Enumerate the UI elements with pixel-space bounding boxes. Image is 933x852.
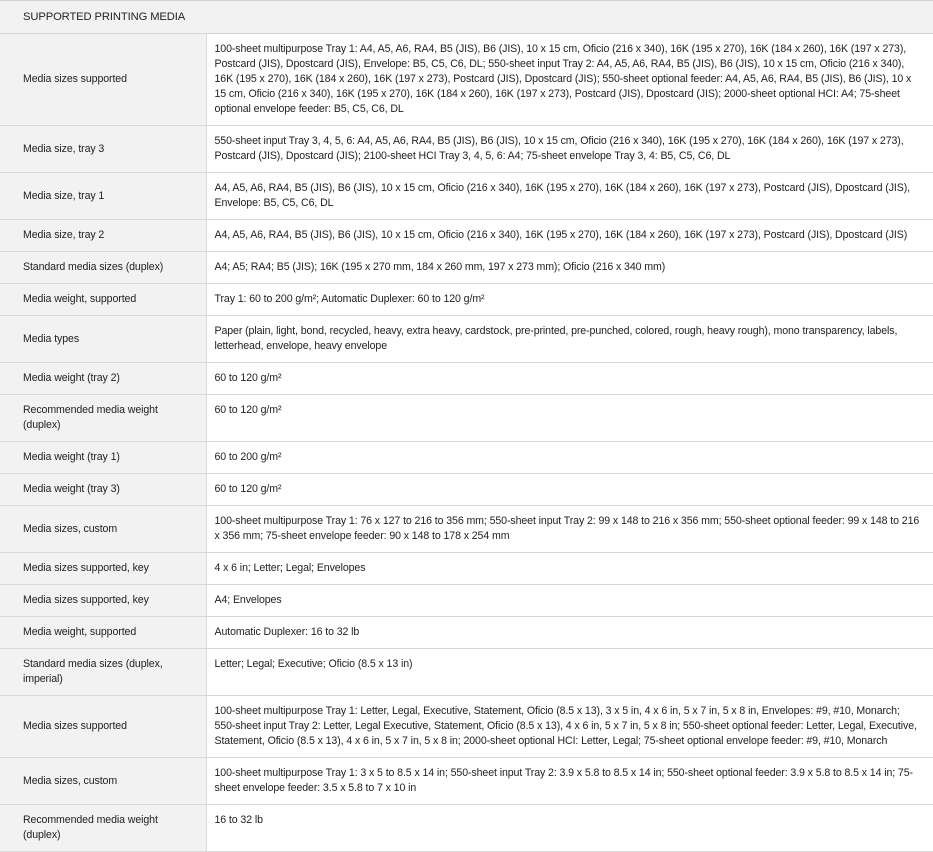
- spec-label: Media sizes, custom: [0, 506, 206, 553]
- spec-row: [0, 363, 933, 395]
- spec-label: Recommended media weight (duplex): [0, 395, 206, 442]
- spec-value: A4, A5, A6, RA4, B5 (JIS), B6 (JIS), 10 x 15 cm, Oficio (216 x 340), 16K (195 x 270), 16K (184 x 260), 16K (197 x 273), Postcard (JIS), Dpostcard (JIS): [206, 220, 933, 252]
- spec-value: 60 to 200 g/m²: [206, 442, 933, 474]
- spec-label: Media weight, supported: [0, 284, 206, 316]
- spec-label: Media sizes supported, key: [0, 553, 206, 585]
- spec-row: [0, 442, 933, 474]
- spec-row: [0, 220, 933, 252]
- spec-label: Media size, tray 1: [0, 173, 206, 220]
- spec-label: Media size, tray 3: [0, 126, 206, 173]
- spec-rows: [0, 34, 933, 852]
- spec-label: Media types: [0, 316, 206, 363]
- spec-value: 100-sheet multipurpose Tray 1: 3 x 5 to 8.5 x 14 in; 550-sheet input Tray 2: 3.9 x 5.8 to 8.5 x 14 in; 550-sheet optional feeder: 3.9 x 5.8 to 8.5 x 14 in; 75-sheet envelope feeder: 3.5 x 5.8 to 7 x 10 in: [206, 758, 933, 805]
- spec-row: [0, 506, 933, 553]
- section-title: SUPPORTED PRINTING MEDIA: [0, 1, 933, 34]
- section-header-row: [0, 1, 933, 34]
- spec-row: [0, 553, 933, 585]
- spec-row: [0, 758, 933, 805]
- spec-row: [0, 649, 933, 696]
- spec-label: Media size, tray 2: [0, 220, 206, 252]
- spec-row: [0, 585, 933, 617]
- spec-row: [0, 617, 933, 649]
- spec-value: A4, A5, A6, RA4, B5 (JIS), B6 (JIS), 10 x 15 cm, Oficio (216 x 340), 16K (195 x 270), 16K (184 x 260), 16K (197 x 273), Postcard (JIS), Dpostcard (JIS), Envelope: B5, C5, C6, DL: [206, 173, 933, 220]
- spec-row: [0, 474, 933, 506]
- spec-value: 60 to 120 g/m²: [206, 474, 933, 506]
- spec-label: Recommended media weight (duplex): [0, 805, 206, 852]
- spec-row: [0, 316, 933, 363]
- spec-value: A4; A5; RA4; B5 (JIS); 16K (195 x 270 mm, 184 x 260 mm, 197 x 273 mm); Oficio (216 x 340 mm): [206, 252, 933, 284]
- spec-label: Media sizes supported: [0, 34, 206, 126]
- spec-value: 100-sheet multipurpose Tray 1: A4, A5, A6, RA4, B5 (JIS), B6 (JIS), 10 x 15 cm, Oficio (216 x 340), 16K (195 x 270), 16K (184 x 260), 16K (197 x 273), Postcard (JIS), Dpostcard (JIS), Envelope: B5, C5, C6, DL; 550-sheet input Tray 2: A4, A5, A6, RA4, B5 (JIS), B6 (JIS), 10 x 15 cm, Oficio (216 x 340), 16K (195 x 270), 16K (184 x 260), 16K (197 x 273), Postcard (JIS), Dpostcard (JIS); 550-sheet optional feeder: A4, A5, A6, RA4, B5 (JIS), B6 (JIS), 10 x 15 cm, Oficio (216 x 340), 16K (195 x 270), 16K (184 x 260), 16K (197 x 273), Postcard (JIS), Dpostcard (JIS); 2000-sheet optional HCI: A4; 75-sheet optional envelope feeder: B5, C5, C6, DL: [206, 34, 933, 126]
- spec-value: 60 to 120 g/m²: [206, 363, 933, 395]
- spec-row: [0, 252, 933, 284]
- spec-label: Standard media sizes (duplex): [0, 252, 206, 284]
- spec-label: Media weight (tray 3): [0, 474, 206, 506]
- spec-label: Media weight (tray 1): [0, 442, 206, 474]
- spec-label: Media sizes supported: [0, 696, 206, 758]
- spec-row: [0, 173, 933, 220]
- spec-row: [0, 284, 933, 316]
- spec-value: Automatic Duplexer: 16 to 32 lb: [206, 617, 933, 649]
- spec-row: [0, 395, 933, 442]
- spec-value: Letter; Legal; Executive; Oficio (8.5 x 13 in): [206, 649, 933, 696]
- spec-row: [0, 805, 933, 852]
- spec-value: 550-sheet input Tray 3, 4, 5, 6: A4, A5, A6, RA4, B5 (JIS), B6 (JIS), 10 x 15 cm, Oficio (216 x 340), 16K (195 x 270), 16K (184 x 260), 16K (197 x 273), Postcard (JIS), Dpostcard (JIS); 2100-sheet HCI Tray 3, 4, 5, 6: A4; 75-sheet envelope Tray 3, 4: B5, C5, C6, DL: [206, 126, 933, 173]
- spec-label: Media weight, supported: [0, 617, 206, 649]
- spec-value: A4; Envelopes: [206, 585, 933, 617]
- spec-label: Media weight (tray 2): [0, 363, 206, 395]
- spec-label: Media sizes, custom: [0, 758, 206, 805]
- spec-value: 4 x 6 in; Letter; Legal; Envelopes: [206, 553, 933, 585]
- spec-value: 100-sheet multipurpose Tray 1: Letter, Legal, Executive, Statement, Oficio (8.5 x 13), 3 x 5 in, 4 x 6 in, 5 x 7 in, 5 x 8 in, Envelopes: #9, #10, Monarch; 550-sheet input Tray 2: Letter, Legal Executive, Statement, Oficio (8.5 x 13), 4 x 6 in, 5 x 7 in, 5 x 8 in; 550-sheet optional feeder: Letter, Legal, Executive, Statement, Oficio (8.5 x 13), 4 x 6 in, 5 x 7 in, 5 x 8 in; 2000-sheet optional HCI: Letter, Legal; 75-sheet optional envelope feeder: #9, #10, Monarch: [206, 696, 933, 758]
- spec-value: 60 to 120 g/m²: [206, 395, 933, 442]
- spec-row: [0, 696, 933, 758]
- spec-label: Media sizes supported, key: [0, 585, 206, 617]
- spec-value: 100-sheet multipurpose Tray 1: 76 x 127 to 216 to 356 mm; 550-sheet input Tray 2: 99 x 148 to 216 x 356 mm; 550-sheet optional feeder: 99 x 148 to 216 x 356 mm; 75-sheet envelope feeder: 90 x 148 to 178 x 254 mm: [206, 506, 933, 553]
- spec-value: Paper (plain, light, bond, recycled, heavy, extra heavy, cardstock, pre-printed, pre-punched, colored, rough, heavy rough), mono transparency, labels, letterhead, envelope, heavy envelope: [206, 316, 933, 363]
- spec-value: Tray 1: 60 to 200 g/m²; Automatic Duplexer: 60 to 120 g/m²: [206, 284, 933, 316]
- spec-row: [0, 34, 933, 126]
- spec-value: 16 to 32 lb: [206, 805, 933, 852]
- spec-label: Standard media sizes (duplex, imperial): [0, 649, 206, 696]
- spec-row: [0, 126, 933, 173]
